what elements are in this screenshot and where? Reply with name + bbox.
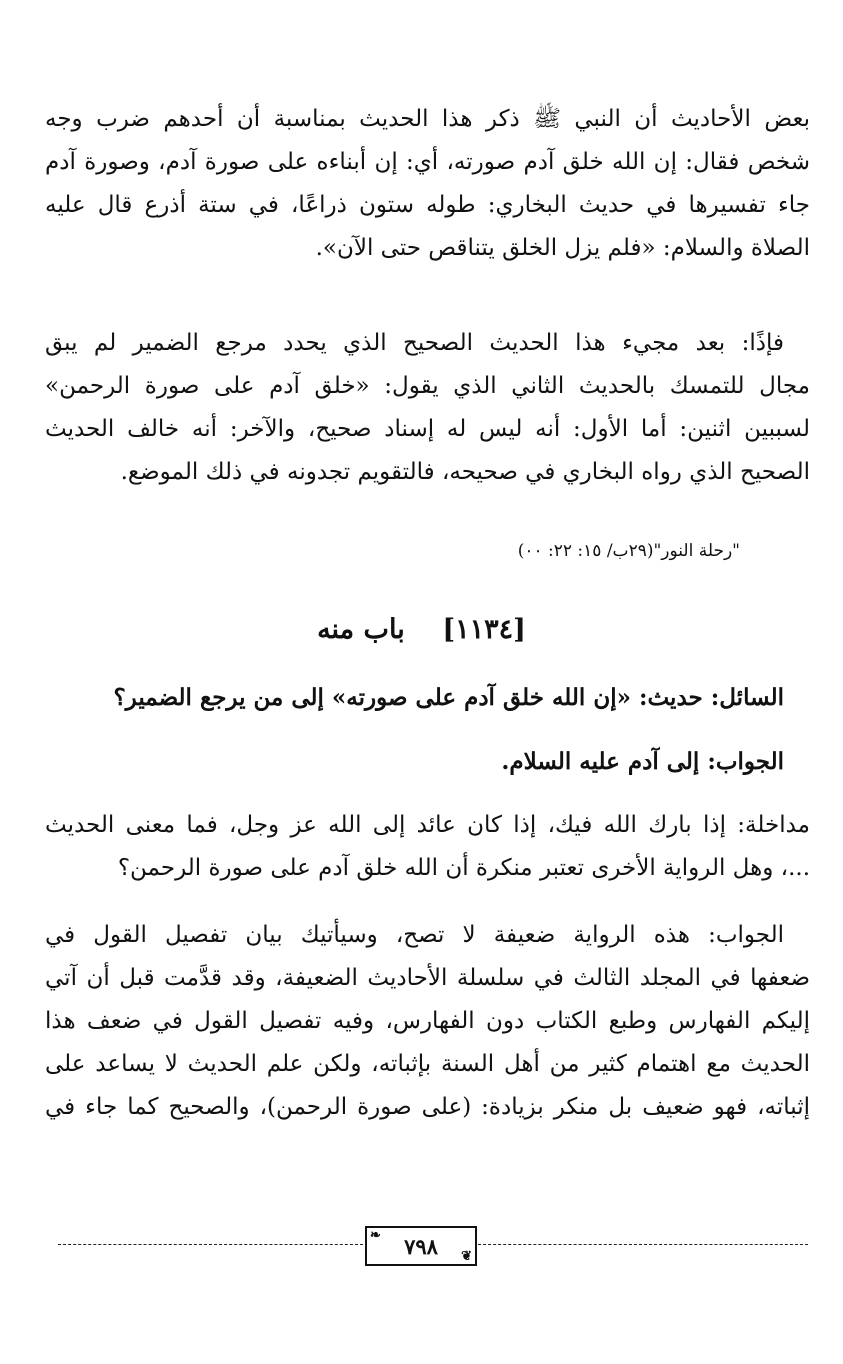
page-number-box xyxy=(365,1226,477,1266)
paragraph-line: الحديث مع اهتمام كثير من أهل السنة بإثباته، ولكن علم الحديث لا يساعد على xyxy=(45,1051,810,1077)
chapter-number: [١١٣٤] xyxy=(442,614,526,645)
paragraph-2 xyxy=(45,322,810,494)
question-block xyxy=(45,676,810,719)
question-text: السائل: حديث: «إن الله خلق آدم على صورته» إلى من يرجع الضمير؟ xyxy=(113,684,784,711)
chapter-heading xyxy=(0,610,843,650)
corner-ornament-icon: ❦ xyxy=(461,1249,472,1264)
chapter-title: باب منه xyxy=(317,614,405,645)
corner-ornament-icon: ❧ xyxy=(370,1228,381,1243)
answer-text: الجواب: إلى آدم عليه السلام. xyxy=(501,748,784,775)
paragraph-line: الصحيح الذي رواه البخاري في صحيحه، فالتقويم تجدونه في ذلك الموضع. xyxy=(120,459,810,485)
paragraph-line: مجال للتمسك بالحديث الثاني الذي يقول: «خلق آدم على صورة الرحمن» xyxy=(45,373,810,399)
source-reference xyxy=(45,536,810,566)
paragraph-line: شخص فقال: إن الله خلق آدم صورته، أي: إن أبناءه على صورة آدم، وصورة آدم xyxy=(45,149,810,175)
intervention-line: ...، وهل الرواية الأخرى تعتبر منكرة أن الله خلق آدم على صورة الرحمن؟ xyxy=(117,855,810,881)
page-number: ٧٩٨ xyxy=(404,1233,438,1259)
intervention-block xyxy=(45,804,810,890)
paragraph-1 xyxy=(45,98,810,270)
answer-block xyxy=(45,740,810,783)
footer-divider-left xyxy=(58,1244,363,1245)
paragraph-line: إثباته، فهو ضعيف بل منكر بزيادة: (على صورة الرحمن)، والصحيح كما جاء في xyxy=(45,1094,810,1120)
footer-divider-right xyxy=(478,1244,808,1245)
intervention-line: مداخلة: إذا بارك الله فيك، إذا كان عائد إلى الله عز وجل، فما معنى الحديث xyxy=(45,812,810,838)
paragraph-3 xyxy=(45,914,810,1129)
paragraph-line: ضعفها في المجلد الثالث في سلسلة الأحاديث الضعيفة، وقد قدَّمت قبل أن آتي xyxy=(45,965,810,991)
paragraph-line: لسببين اثنين: أما الأول: أنه ليس له إسناد صحيح، والآخر: أنه خالف الحديث xyxy=(45,416,810,442)
reference-text: "رحلة النور"(٢٩ب/ ١٥: ٢٢: ٠٠) xyxy=(517,541,740,561)
paragraph-line: الصلاة والسلام: «فلم يزل الخلق يتناقص حتى الآن». xyxy=(315,235,810,261)
paragraph-line: الجواب: هذه الرواية ضعيفة لا تصح، وسيأتيك بيان تفصيل القول في xyxy=(45,922,784,948)
paragraph-line: إليكم الفهارس وطبع الكتاب دون الفهارس، وفيه تفصيل القول في ضعف هذا xyxy=(45,1008,810,1034)
paragraph-line: جاء تفسيرها في حديث البخاري: طوله ستون ذراعًا، في ستة أذرع قال عليه xyxy=(45,192,810,218)
paragraph-line: فإذًا: بعد مجيء هذا الحديث الصحيح الذي يحدد مرجع الضمير لم يبق xyxy=(45,330,784,356)
paragraph-line: بعض الأحاديث أن النبي ﷺ ذكر هذا الحديث بمناسبة أن أحدهم ضرب وجه xyxy=(45,106,810,132)
